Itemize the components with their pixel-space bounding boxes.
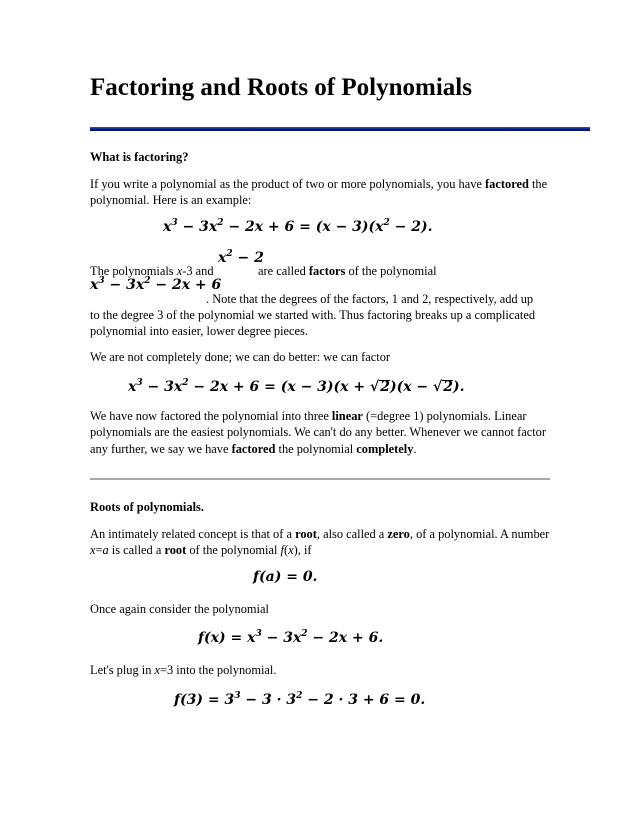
inline-factor-x2-2: $x^2 - 2$: [218, 249, 264, 266]
page-title: Factoring and Roots of Polynomials: [90, 74, 472, 101]
paragraph-intro: If you write a polynomial as the product of two or more polynomials, you have factored the polynomial. Here is an example:: [90, 177, 548, 208]
paragraph-consider-polynomial: Once again consider the polynomial: [90, 602, 269, 616]
equation-root-condition: f(a) = 0.: [253, 569, 318, 585]
paragraph-linear: We have now factored the polynomial into three linear (=degree 1) polynomials. Linear polynomials are the easiest polynomials. We can't do any better. Whenever we cannot factor any further, we say we have factored the polynomial completely.: [90, 409, 546, 456]
equation-evaluate-f3: $f(3) = 3^3 - 3 \cdot 3^2 - 2 \cdot 3 + 6 = 0$.: [174, 691, 426, 708]
section-divider: [90, 478, 550, 480]
title-rule: [90, 127, 590, 131]
paragraph-factors-a: The polynomials x-3 and: [90, 264, 214, 278]
section-heading-factoring: What is factoring?: [90, 150, 189, 164]
paragraph-degrees-b: to the degree 3 of the polynomial we started with. Thus factoring breaks up a complicated polynomial into easier, lower degree pieces.: [90, 308, 536, 339]
equation-factoring-example: $x^3 - 3x^2 - 2x + 6 = (x - 3)(x^2 - 2)$.: [163, 218, 433, 235]
paragraph-degrees-a: . Note that the degrees of the factors, 1 and 2, respectively, add up: [206, 292, 534, 306]
paragraph-plug-in: Let's plug in x=3 into the polynomial.: [90, 663, 277, 677]
equation-complete-factoring: $x^3 - 3x^2 - 2x + 6 = (x - 3)(x + √2)(x - √2)$.: [128, 378, 465, 395]
paragraph-can-do-better: We are not completely done; we can do better: we can factor: [90, 350, 391, 364]
inline-polynomial: $x^3 - 3x^2 - 2x + 6$: [90, 276, 222, 293]
sqrt-symbol: √: [433, 379, 443, 395]
paragraph-root-definition: An intimately related concept is that of a root, also called a zero, of a polynomial. A number x=a is called a root of the polynomial f(x), if: [90, 527, 550, 558]
paragraph-factors-b: are called factors of the polynomial: [258, 264, 437, 278]
equation-polynomial-f: $f(x) = x^3 - 3x^2 - 2x + 6$.: [198, 629, 384, 646]
sqrt-symbol: √: [370, 379, 380, 395]
section-heading-roots: Roots of polynomials.: [90, 500, 204, 514]
